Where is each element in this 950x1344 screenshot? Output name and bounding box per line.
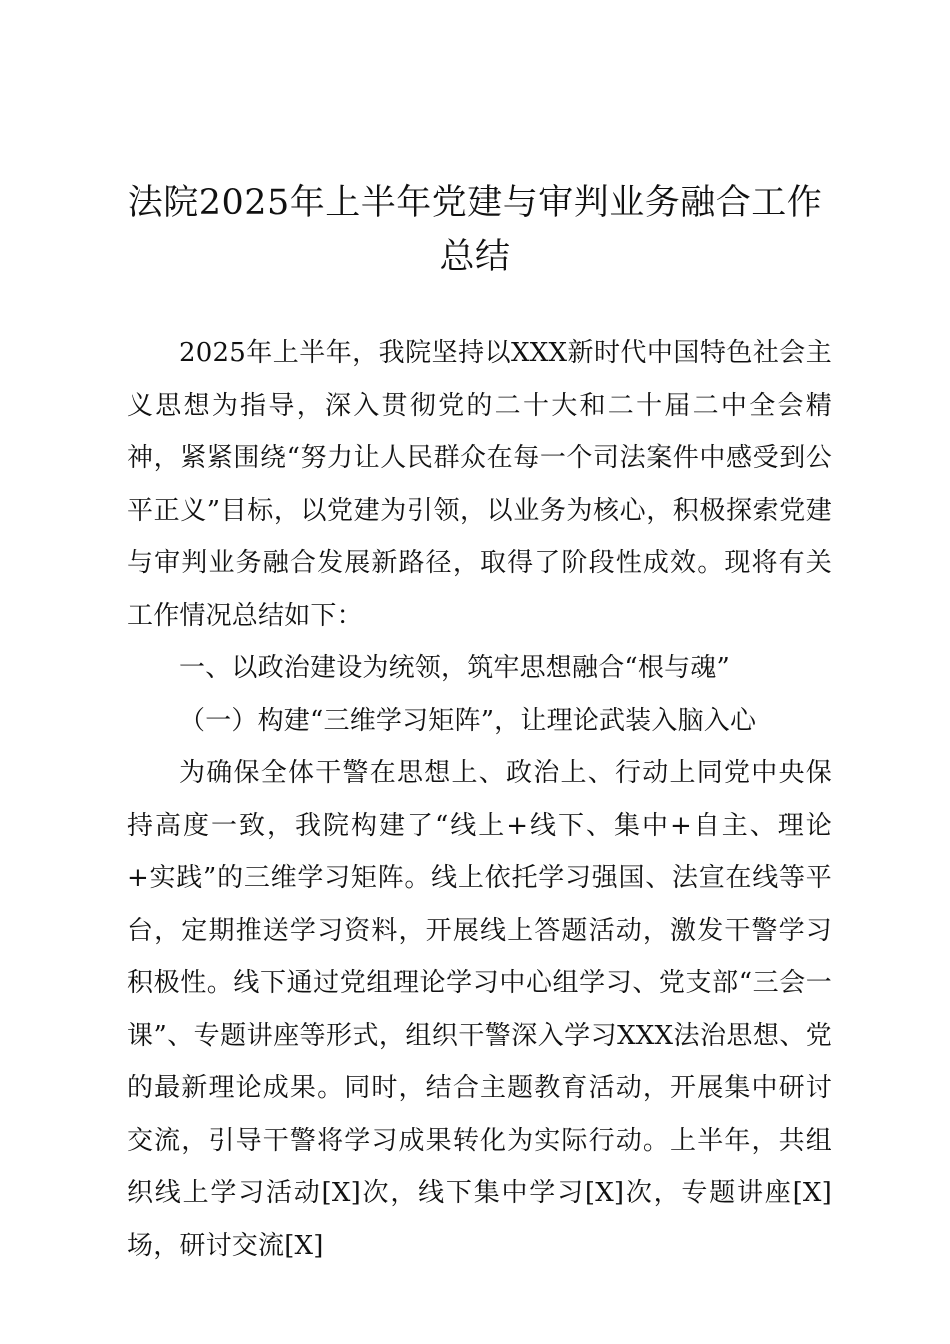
body-paragraph: 为确保全体干警在思想上、政治上、行动上同党中央保持高度一致，我院构建了“线上+线下、集中+自主、理论+实践”的三维学习矩阵。线上依托学习强国、法宣在线等平台，定期推送学习资料，开展线上答题活动，激发干警学习积极性。线下通过党组理论学习中心组学习、党支部“三会一课”、专题讲座等形式，组织干警深入学习XXX法治思想、党的最新理论成果。同时，结合主题教育活动，开展集中研讨交流，引导干警将学习成果转化为实际行动。上半年，共组织线上学习活动[X]次，线下集中学习[X]次，专题讲座[X]场，研讨交流[X]: [127, 758, 832, 1261]
section-heading-1: 一、以政治建设为统领，筑牢思想融合“根与魂”: [179, 653, 730, 683]
intro-paragraph: 2025年上半年，我院坚持以XXX新时代中国特色社会主义思想为指导，深入贯彻党的二十大和二十届二中全会精神，紧紧围绕“努力让人民群众在每一个司法案件中感受到公平正义”目标，以党建为引领，以业务为核心，积极探索党建与审判业务融合发展新路径，取得了阶段性成效。现将有关工作情况总结如下：: [127, 338, 832, 631]
document-title: 法院2025年上半年党建与审判业务融合工作总结: [127, 183, 823, 277]
document-body: [127, 327, 832, 1272]
subsection-heading-1: （一）构建“三维学习矩阵”，让理论武装入脑入心: [179, 705, 757, 736]
